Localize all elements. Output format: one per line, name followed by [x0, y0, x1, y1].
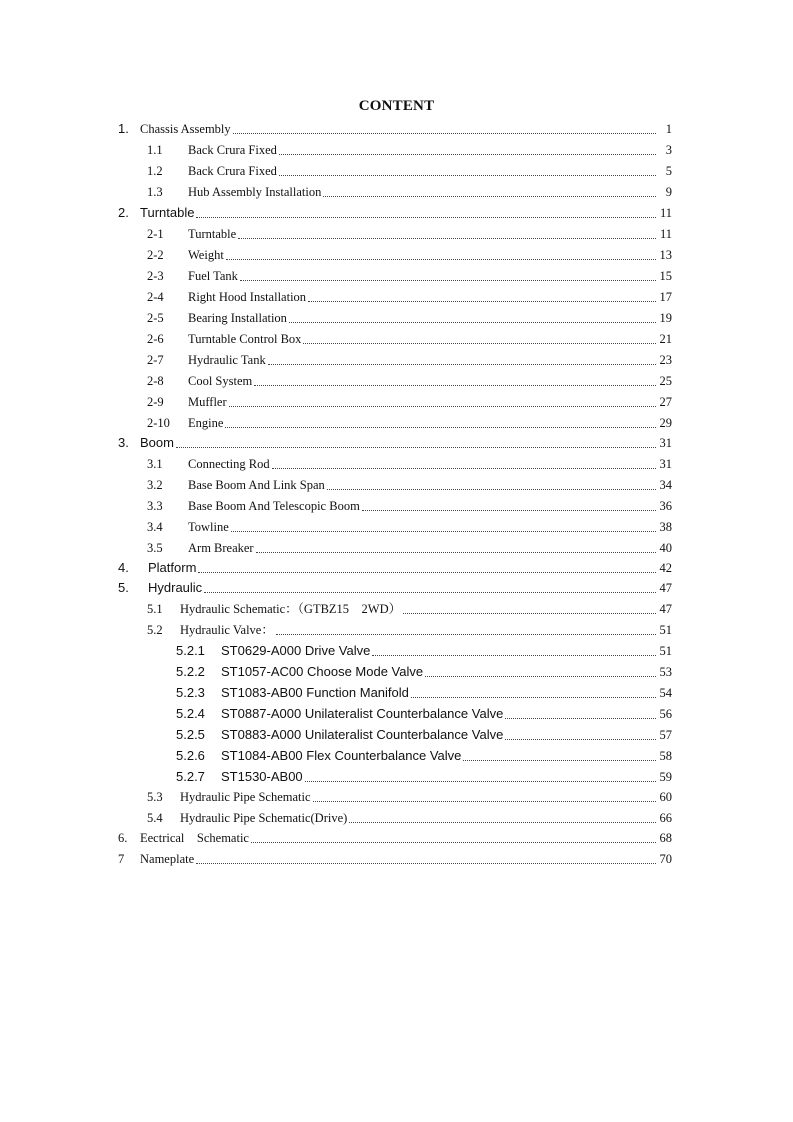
dot-leader [254, 375, 656, 386]
dot-leader [308, 291, 656, 302]
toc-page-number: 66 [659, 811, 672, 825]
toc-entry-connecting-rod[interactable] [147, 452, 672, 472]
toc-number: 5.2.4 [176, 706, 205, 721]
toc-number: 2-3 [147, 269, 164, 283]
toc-label: Back Crura Fixed [188, 143, 277, 157]
toc-entry-nameplate[interactable] [118, 847, 672, 867]
toc-label: ST1084-AB00 Flex Counterbalance Valve [221, 748, 462, 763]
toc-entry-platform-section[interactable] [118, 556, 672, 576]
toc-label: Weight [188, 248, 224, 262]
toc-label: Muffler [188, 395, 227, 409]
toc-page-number: 38 [659, 520, 672, 534]
toc-label: Base Boom And Telescopic Boom [188, 499, 360, 513]
toc-number: 5.3 [147, 790, 163, 804]
dot-leader [256, 542, 656, 553]
toc-page-number: 36 [659, 499, 672, 513]
toc-page-number: 68 [659, 831, 672, 845]
dot-leader [505, 729, 656, 740]
toc-page-number: 60 [659, 790, 672, 804]
dot-leader [323, 186, 656, 197]
dot-leader [403, 603, 656, 614]
dot-leader [268, 354, 656, 365]
toc-page-number: 31 [659, 457, 672, 471]
toc-entry-hydraulic-pipe-schematic[interactable] [147, 785, 672, 805]
toc-page-number: 40 [659, 541, 672, 555]
dot-leader [289, 312, 656, 323]
dot-leader [272, 458, 656, 469]
toc-page-number: 25 [659, 374, 672, 388]
toc-number: 2-8 [147, 374, 164, 388]
toc-label: Towline [188, 520, 229, 534]
dot-leader [327, 479, 656, 490]
toc-number: 5.2.7 [176, 769, 205, 784]
toc-entry-turntable[interactable] [147, 222, 672, 242]
toc-label: Platform [148, 560, 197, 575]
toc-number: 6. [118, 831, 128, 845]
toc-page-number: 13 [659, 248, 672, 262]
toc-number: 2-9 [147, 395, 164, 409]
page-title: CONTENT [358, 98, 435, 114]
toc-number: 5. [118, 580, 129, 595]
toc-page-number: 11 [659, 227, 672, 241]
toc-label: ST0887-A000 Unilateralist Counterbalance Valve [221, 706, 504, 721]
dot-leader [411, 687, 656, 698]
toc-label: ST0629-A000 Drive Valve [221, 643, 371, 658]
toc-label: Hub Assembly Installation [188, 185, 322, 199]
toc-entry-drive-valve[interactable] [176, 639, 672, 659]
dot-leader [238, 228, 656, 239]
toc-number: 5.2.5 [176, 727, 205, 742]
toc-page-number: 56 [659, 707, 672, 721]
toc-number: 3.1 [147, 457, 163, 471]
dot-leader [276, 624, 656, 635]
dot-leader [196, 207, 656, 218]
toc-entry-back-crura-fixed-2[interactable] [147, 159, 672, 179]
toc-entry-fuel-tank[interactable] [147, 264, 672, 284]
toc-number: 1.1 [147, 143, 163, 157]
toc-number: 2-1 [147, 227, 164, 241]
toc-page-number: 42 [659, 561, 672, 575]
toc-entry-hydraulic-pipe-drive[interactable] [147, 806, 672, 826]
toc-label: ST0883-A000 Unilateralist Counterbalance Valve [221, 727, 504, 742]
dot-leader [240, 270, 656, 281]
toc-number: 1.3 [147, 185, 163, 199]
dot-leader [231, 521, 656, 532]
dot-leader [204, 582, 656, 593]
toc-label: Engine [188, 416, 224, 430]
toc-label: Base Boom And Link Span [188, 478, 325, 492]
toc-label: Hydraulic Pipe Schematic [180, 790, 311, 804]
toc-number: 1. [118, 121, 129, 136]
toc-label: Nameplate [140, 852, 195, 866]
toc-entry-chassis-assembly[interactable] [118, 117, 672, 137]
toc-number: 3. [118, 435, 129, 450]
toc-page-number: 3 [665, 143, 672, 157]
toc-label: Fuel Tank [188, 269, 238, 283]
dot-leader [425, 666, 656, 677]
toc-entry-muffler[interactable] [147, 390, 672, 410]
toc-label: Arm Breaker [188, 541, 254, 555]
toc-number: 2. [118, 205, 129, 220]
toc-entry-electrical-schematic[interactable] [118, 826, 672, 846]
dot-leader [279, 165, 656, 176]
toc-entry-hydraulic-section[interactable] [118, 576, 672, 596]
toc-label: Turntable Control Box [188, 332, 302, 346]
toc-number: 2-6 [147, 332, 164, 346]
toc-entry-base-boom-link-span[interactable] [147, 473, 672, 493]
toc-number: 2-5 [147, 311, 164, 325]
toc-number: 2-4 [147, 290, 164, 304]
toc-label: Chassis Assembly [140, 122, 231, 136]
toc-label: Hydraulic Schematic：（GTBZ15 2WD） [180, 602, 402, 616]
toc-page-number: 1 [665, 122, 672, 136]
toc-entry-hydraulic-tank[interactable] [147, 348, 672, 368]
toc-entry-hub-assembly[interactable] [147, 180, 672, 200]
toc-number: 5.2.1 [176, 643, 205, 658]
toc-entry-counterbalance-valve-2[interactable] [176, 723, 672, 743]
dot-leader [229, 396, 656, 407]
toc-page-number: 27 [659, 395, 672, 409]
dot-leader [233, 123, 656, 134]
toc-label: Bearing Installation [188, 311, 287, 325]
toc-page-number: 29 [659, 416, 672, 430]
toc-page-number: 70 [659, 852, 672, 866]
dot-leader [279, 144, 656, 155]
toc-number: 2-10 [147, 416, 170, 430]
toc-page-number: 47 [659, 581, 672, 595]
toc-label: Right Hood Installation [188, 290, 307, 304]
toc-entry-counterbalance-valve-1[interactable] [176, 702, 672, 722]
toc-number: 5.2 [147, 623, 163, 637]
toc-label: Hydraulic Tank [188, 353, 266, 367]
toc-entry-hydraulic-valve[interactable] [147, 618, 672, 638]
toc-number: 1.2 [147, 164, 163, 178]
toc-entry-function-manifold[interactable] [176, 681, 672, 701]
toc-entry-flex-counterbalance-valve[interactable] [176, 744, 672, 764]
toc-entry-weight[interactable] [147, 243, 672, 263]
dot-leader [225, 417, 656, 428]
toc-number: 3.5 [147, 541, 163, 555]
toc-page-number: 51 [659, 644, 672, 658]
toc-page-number: 23 [659, 353, 672, 367]
toc-number: 3.3 [147, 499, 163, 513]
dot-leader [251, 832, 656, 843]
toc-entry-turntable-section[interactable] [118, 201, 672, 221]
dot-leader [226, 249, 656, 260]
toc-number: 5.2.2 [176, 664, 205, 679]
toc-number: 3.4 [147, 520, 163, 534]
toc-label: Hydraulic Valve： [180, 623, 274, 637]
toc-page-number: 47 [659, 602, 672, 616]
dot-leader [196, 853, 656, 864]
dot-leader [313, 791, 656, 802]
toc-number: 5.2.3 [176, 685, 205, 700]
toc-page-number: 58 [659, 749, 672, 763]
toc-entry-boom-section[interactable] [118, 431, 672, 451]
toc-page-number: 59 [659, 770, 672, 784]
toc-number: 4. [118, 560, 129, 575]
toc-label: ST1083-AB00 Function Manifold [221, 685, 409, 700]
toc-label: Connecting Rod [188, 457, 270, 471]
toc-page-number: 11 [659, 206, 672, 220]
toc-entry-st1530[interactable] [176, 765, 672, 785]
toc-number: 5.1 [147, 602, 163, 616]
dot-leader [176, 437, 656, 448]
toc-label: Back Crura Fixed [188, 164, 277, 178]
toc-label: Turntable [188, 227, 237, 241]
dot-leader [349, 812, 656, 823]
toc-page-number: 34 [659, 478, 672, 492]
dot-leader [463, 750, 656, 761]
toc-page-number: 53 [659, 665, 672, 679]
toc-label: Hydraulic [148, 580, 203, 595]
dot-leader [305, 771, 656, 782]
dot-leader [303, 333, 656, 344]
dot-leader [198, 562, 656, 573]
toc-page-number: 51 [659, 623, 672, 637]
toc-label: Cool System [188, 374, 253, 388]
toc-entry-towline[interactable] [147, 515, 672, 535]
toc-entry-engine[interactable] [147, 411, 672, 431]
toc-page-number: 21 [659, 332, 672, 346]
dot-leader [372, 645, 656, 656]
toc-label: ST1057-AC00 Choose Mode Valve [221, 664, 424, 679]
toc-page-number: 17 [659, 290, 672, 304]
toc-label: ST1530-AB00 [221, 769, 303, 784]
toc-entry-back-crura-fixed[interactable] [147, 138, 672, 158]
toc-page-number: 54 [659, 686, 672, 700]
toc-number: 5.4 [147, 811, 163, 825]
toc-number: 2-7 [147, 353, 164, 367]
toc-page-number: 31 [659, 436, 672, 450]
toc-label: Eectrical Schematic [140, 831, 249, 845]
toc-number: 2-2 [147, 248, 164, 262]
toc-number: 3.2 [147, 478, 163, 492]
toc-entry-bearing-installation[interactable] [147, 306, 672, 326]
toc-page-number: 57 [659, 728, 672, 742]
toc-number: 7 [118, 852, 125, 866]
toc-page-number: 19 [659, 311, 672, 325]
toc-entry-right-hood[interactable] [147, 285, 672, 305]
toc-label: Hydraulic Pipe Schematic(Drive) [180, 811, 348, 825]
dot-leader [505, 708, 656, 719]
toc-entry-base-boom-telescopic[interactable] [147, 494, 672, 514]
toc-label: Turntable [140, 205, 195, 220]
toc-label: Boom [140, 435, 174, 450]
toc-entry-choose-mode-valve[interactable] [176, 660, 672, 680]
toc-number: 5.2.6 [176, 748, 205, 763]
toc-page-number: 5 [665, 164, 672, 178]
toc-page-number: 15 [659, 269, 672, 283]
toc-entry-cool-system[interactable] [147, 369, 672, 389]
toc-page-number: 9 [665, 185, 672, 199]
toc-entry-hydraulic-schematic[interactable] [147, 597, 672, 617]
dot-leader [362, 500, 656, 511]
toc-entry-turntable-control-box[interactable] [147, 327, 672, 347]
toc-entry-arm-breaker[interactable] [147, 536, 672, 556]
